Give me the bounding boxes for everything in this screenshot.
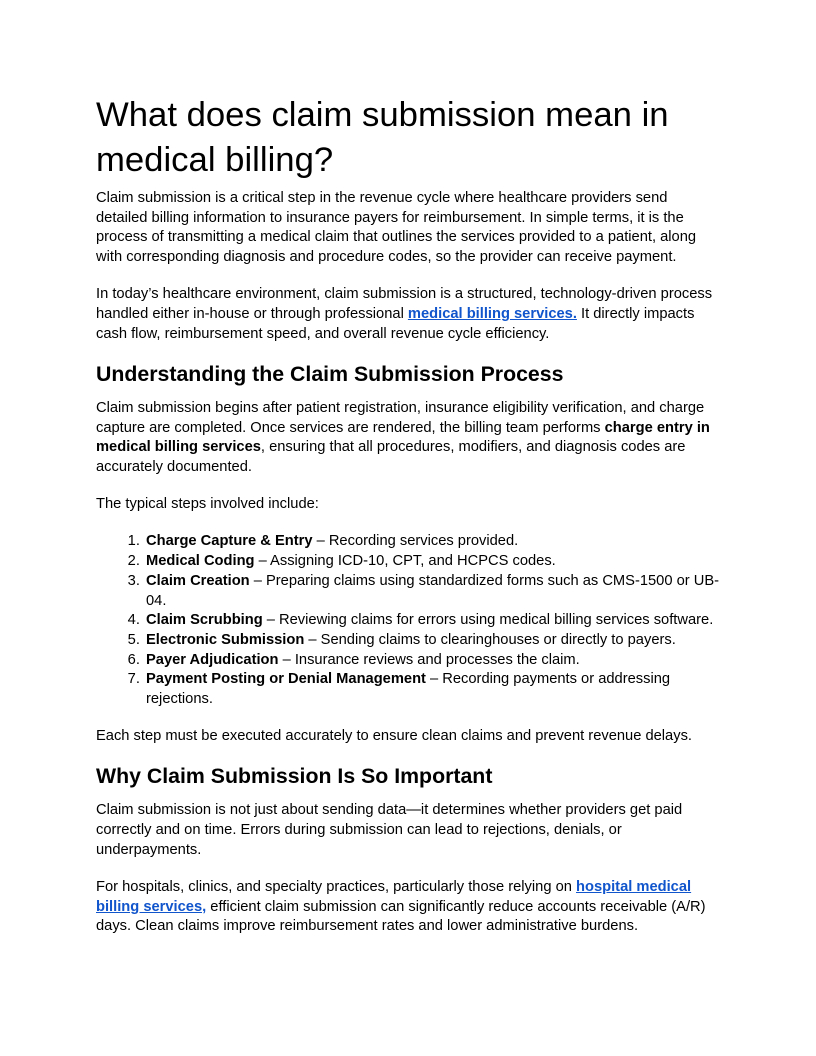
list-item-step-7 bbox=[144, 670, 720, 709]
process-outro-paragraph bbox=[96, 727, 720, 747]
text-run: – Sending claims to clearinghouses or directly to payers. bbox=[304, 631, 676, 648]
text-run: Claim submission begins after patient registration, insurance eligibility verification, and charge capture are completed. Once services are rendered, the billing team performs bbox=[96, 399, 705, 436]
list-item-step-2 bbox=[144, 552, 720, 572]
importance-paragraph-1 bbox=[96, 801, 720, 860]
bold-text-run: Claim Creation bbox=[146, 572, 250, 589]
bold-text-run: Payer Adjudication bbox=[146, 651, 279, 668]
document-title: What does claim submission mean in medical billing? bbox=[96, 96, 669, 179]
bold-text-run: Charge Capture & Entry bbox=[146, 533, 313, 550]
text-run: efficient claim submission can significantly reduce accounts receivable (A/R) days. Clean claims improve reimbursement rates and lower administrative burdens. bbox=[96, 898, 706, 935]
hospital-medical-billing-services-link[interactable]: hospital medical billing services, bbox=[96, 879, 692, 915]
text-run: – Recording payments or addressing rejections. bbox=[146, 671, 671, 708]
heading-why-important: Why Claim Submission Is So Important bbox=[96, 764, 493, 789]
text-run: – Recording services provided. bbox=[312, 533, 519, 550]
text-run: – Reviewing claims for errors using medical billing services software. bbox=[262, 612, 714, 629]
bold-text-run: Electronic Submission bbox=[146, 631, 305, 648]
list-item-step-6 bbox=[144, 651, 720, 671]
bold-text-run: Medical Coding bbox=[146, 553, 255, 570]
medical-billing-services-link[interactable]: medical billing services. bbox=[407, 306, 577, 323]
text-run: For hospitals, clinics, and specialty practices, particularly those relying on bbox=[96, 879, 577, 896]
list-item-step-1 bbox=[144, 532, 720, 552]
intro-paragraph-2 bbox=[96, 285, 720, 344]
process-paragraph-1 bbox=[96, 399, 720, 478]
list-item-step-4 bbox=[144, 611, 720, 631]
bold-text-run: charge entry in medical billing services bbox=[96, 419, 710, 456]
claim-steps-list bbox=[96, 532, 720, 709]
text-run: Each step must be executed accurately to ensure clean claims and prevent revenue delays. bbox=[96, 728, 692, 745]
bold-text-run: Claim Scrubbing bbox=[146, 612, 263, 629]
text-run: – Preparing claims using standardized forms such as CMS-1500 or UB-04. bbox=[146, 572, 720, 609]
intro-paragraph-1 bbox=[96, 189, 720, 268]
text-run: – Insurance reviews and processes the claim. bbox=[278, 651, 580, 668]
text-run: Claim submission is a critical step in the revenue cycle where healthcare providers send detailed billing information to insurance payers for reimbursement. In simple terms, it is the process of transmitting a medical claim that outlines the services provided to a patient, along with corresponding diagnosis and procedure codes, so the provider can receive payment. bbox=[96, 190, 697, 266]
text-run: In today’s healthcare environment, claim submission is a structured, technology-driven process handled either in-house or through professional bbox=[96, 286, 713, 323]
list-item-step-5 bbox=[144, 631, 720, 651]
text-run: , ensuring that all procedures, modifiers, and diagnosis codes are accurately documented. bbox=[96, 439, 686, 476]
heading-claim-submission-process: Understanding the Claim Submission Process bbox=[96, 361, 564, 386]
bold-text-run: Payment Posting or Denial Management bbox=[146, 671, 426, 688]
text-run: – Assigning ICD-10, CPT, and HCPCS codes. bbox=[254, 553, 556, 570]
text-run: Claim submission is not just about sending data—it determines whether providers get paid correctly and on time. Errors during submission can lead to rejections, denials, or underpayments. bbox=[96, 802, 683, 858]
text-run: It directly impacts cash flow, reimbursement speed, and overall revenue cycle efficiency. bbox=[96, 306, 695, 342]
steps-intro: The typical steps involved include: bbox=[96, 496, 319, 513]
list-item-step-3 bbox=[144, 572, 720, 611]
importance-paragraph-2 bbox=[96, 878, 720, 937]
